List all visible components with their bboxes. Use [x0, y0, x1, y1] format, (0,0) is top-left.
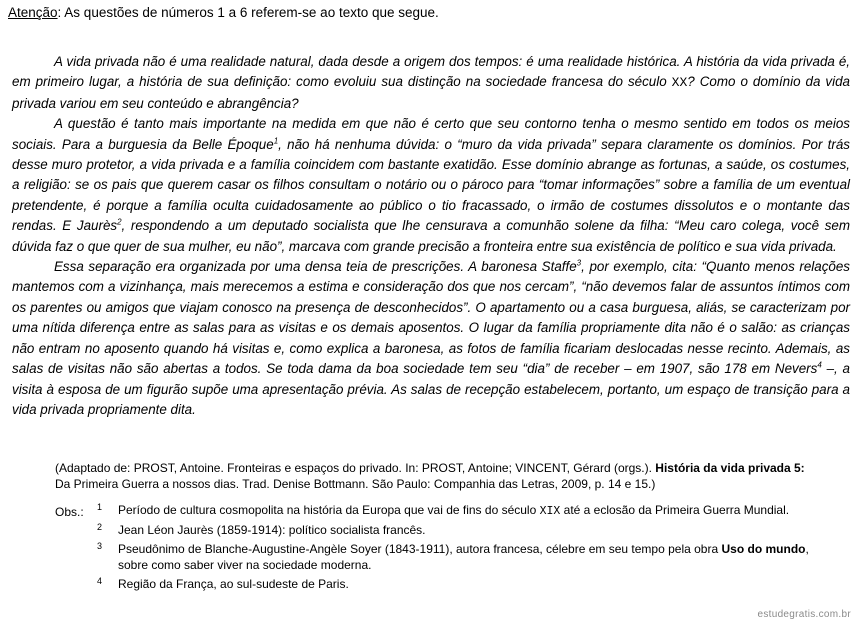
footnote-3-part-b: , [805, 542, 809, 556]
footnote-number: 4 [97, 576, 103, 586]
footnote-3-line-2: sobre como saber viver na sociedade moderna. [118, 557, 372, 572]
footnote-number: 3 [97, 541, 103, 551]
main-text [12, 52, 850, 420]
paragraph-3 [12, 257, 850, 420]
paragraph-2 [12, 114, 850, 257]
citation-part-b: Da Primeira Guerra a nossos dias. Trad. Denise Bottmann. São Paulo: Companhia das Letras, 2009, p. 14 e 15.) [55, 476, 656, 491]
footnote-1-part-b: até a eclosão da Primeira Guerra Mundial. [560, 503, 790, 517]
footnote-ref-2: 2 [117, 217, 122, 227]
p3-part-b: , por exemplo, cita: “Quanto menos relações mantemos com a vizinhança, mais merecemos a estima e consideração dos que nos cercam”, “não devemos falar de assuntos íntimos com os parentes ou amigos que viajam conosco na presença de desconhecidos”. O apartamento ou a casa burguesa, aliás, se caracterizam por uma nítida diferença entre as salas para as visitas e os demais aposentos. O lugar da família propriamente dita não é o salão: as crianças não entram no aposento quando há visitas e, como explica a baronesa, as fotos de família ficariam deslocadas nesse recinto. Ademais, as salas de visitas não são abertas a todos. Se toda dama da boa sociedade tem seu “dia” de receber – em 1907, são 178 em Nevers [12, 259, 850, 377]
footnote-text: Região da França, ao sul-sudeste de Paris. [118, 577, 349, 591]
book-title: Uso do mundo [721, 542, 806, 556]
p2-part-c: , respondendo a um deputado socialista que lhe censurava a comunhão solene da filha: “Meu caro colega, você sem dúvida faz o que quer de sua mulher, eu não”, marcava com grande precisão a fronteira entre sua existência de político e sua vida privada. [12, 218, 850, 254]
footnote-ref-3: 3 [576, 258, 582, 268]
instruction-header [8, 5, 439, 20]
citation-part-a: (Adaptado de: PROST, Antoine. Fronteiras e espaços do privado. In: PROST, Antoine; VINCENT, Gérard (orgs.). [55, 461, 656, 475]
footnote-text [118, 542, 858, 573]
footnote-ref-1: 1 [273, 136, 279, 146]
attention-label: Atenção [8, 5, 58, 20]
footnote-text [118, 503, 858, 520]
p3-part-c: –, a visita à esposa de um figurão supõe uma apresentação prévia. As salas de recepção estabelecem, portanto, um espaço de transição para a vida privada propriamente dita. [12, 361, 850, 417]
p1-part-b: ? Como o domínio da vida privada variou em seu conteúdo e abrangência? [12, 74, 850, 111]
obs-label: Obs.: [55, 505, 84, 519]
footnote-1-part-a: Período de cultura cosmopolita na história da Europa que vai de fins do século [118, 503, 540, 517]
footnote-text: Jean Léon Jaurès (1859-1914): político socialista francês. [118, 523, 426, 537]
paragraph-1 [12, 52, 850, 114]
footnote-3-part-a: Pseudônimo de Blanche-Augustine-Angèle Soyer (1843-1911), autora francesa, célebre em seu tempo pela obra [118, 542, 722, 556]
watermark: estudegratis.com.br [757, 609, 851, 620]
p3-part-a: Essa separação era organizada por uma densa teia de prescrições. A baronesa Staffe [54, 259, 577, 275]
source-citation [55, 461, 855, 492]
footnote-number: 1 [97, 502, 103, 512]
footnote-ref-4: 4 [817, 360, 822, 370]
century-numeral: XIX [539, 505, 561, 518]
book-title: História da vida privada 5: [655, 461, 805, 475]
instruction-text: : As questões de números 1 a 6 referem-se ao texto que segue. [57, 5, 439, 20]
footnote-number: 2 [97, 522, 103, 532]
p2-part-b: , não há nenhuma dúvida: o “muro da vida privada” separa claramente os domínios. Por trás desse muro protetor, a vida privada e a família coincidem com bastante exatidão. Esse domínio abrange as fortunas, a saúde, os costumes, a religião: se os pais que querem casar os filhos consultam o notário ou o pároco para “tomar informações” sobre a família de um eventual pretendente, é porque a família oculta cuidadosamente ao público o tio fracassado, o irmão de costumes dissolutos e o montante das rendas. E Jaurès [12, 136, 851, 234]
century-numeral: XX [671, 75, 688, 91]
p1-part-a: A vida privada não é uma realidade natural, dada desde a origem dos tempos: é uma realidade histórica. A história da vida privada é, em primeiro lugar, a história de sua definição: como evoluiu sua distinção na sociedade francesa do século [12, 54, 850, 90]
p2-part-a: A questão é tanto mais importante na medida em que não é certo que seu contorno tenha o mesmo sentido em todos os meios sociais. Para a burguesia da Belle Époque [12, 116, 850, 152]
